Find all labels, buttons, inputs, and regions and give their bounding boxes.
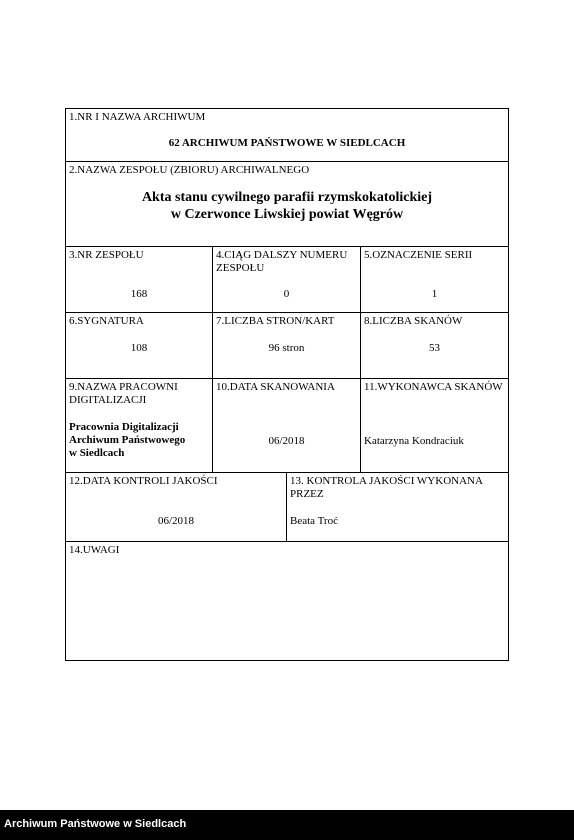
scan-date-value: 06/2018 [268,435,305,447]
footer-bar [0,810,574,840]
pages-value: 96 stron [268,342,305,354]
scanner-label: 11.WYKONAWCA SKANÓW [364,381,503,393]
metadata-card [65,108,509,661]
scanner-cell [360,378,509,473]
signature-cell [65,312,213,379]
remarks-cell [65,541,509,661]
qc-date-cell [65,472,287,542]
scan-date-cell [212,378,361,473]
qc-by-value: Beata Troć [290,515,338,527]
scans-cell [360,312,509,379]
fonds-name-line1: Akta stanu cywilnego parafii rzymskokatolickiej [141,190,433,205]
archive-label: 1.NR I NAZWA ARCHIWUM [69,111,206,123]
pages-cell [212,312,361,379]
fonds-cell [65,161,509,247]
signature-label: 6.SYGNATURA [69,315,144,327]
workshop-cell [65,378,213,473]
fonds-continuation-cell [212,246,361,313]
remarks-label: 14.UWAGI [69,544,120,556]
scanner-value: Katarzyna Kondraciuk [364,435,464,447]
footer-text: Archiwum Państwowe w Siedlcach [4,818,187,830]
series-value: 1 [431,288,438,300]
qc-by-label: 13. KONTROLA JAKOŚCI WYKONANA PRZEZ [290,475,483,500]
scan-date-label: 10.DATA SKANOWANIA [216,381,335,393]
fonds-number-value: 168 [130,288,148,300]
workshop-name-line3: w Siedlcach [69,447,125,459]
qc-date-label: 12.DATA KONTROLI JAKOŚCI [69,475,218,487]
workshop-label: 9.NAZWA PRACOWNI DIGITALIZACJI [69,381,178,406]
series-cell [360,246,509,313]
pages-label: 7.LICZBA STRON/KART [216,315,335,327]
fonds-continuation-value: 0 [283,288,290,300]
fonds-number-label: 3.NR ZESPOŁU [69,249,144,261]
qc-date-value: 06/2018 [157,515,195,527]
scans-value: 53 [429,342,440,354]
archive-cell [65,108,509,162]
series-label: 5.OZNACZENIE SERII [364,249,473,261]
archive-name: 62 ARCHIWUM PAŃSTWOWE W SIEDLCACH [168,137,406,149]
workshop-name-line2: Archiwum Państwowego [69,434,186,446]
fonds-label: 2.NAZWA ZESPOŁU (ZBIORU) ARCHIWALNEGO [69,164,310,176]
workshop-name-line1: Pracownia Digitalizacji [69,421,179,433]
fonds-continuation-label: 4.CIĄG DALSZY NUMERU ZESPOŁU [216,249,348,274]
scans-label: 8.LICZBA SKANÓW [364,315,463,327]
signature-value: 108 [130,342,148,354]
qc-by-cell [286,472,509,542]
fonds-number-cell [65,246,213,313]
fonds-name-line2: w Czerwonce Liwskiej powiat Węgrów [170,207,404,222]
